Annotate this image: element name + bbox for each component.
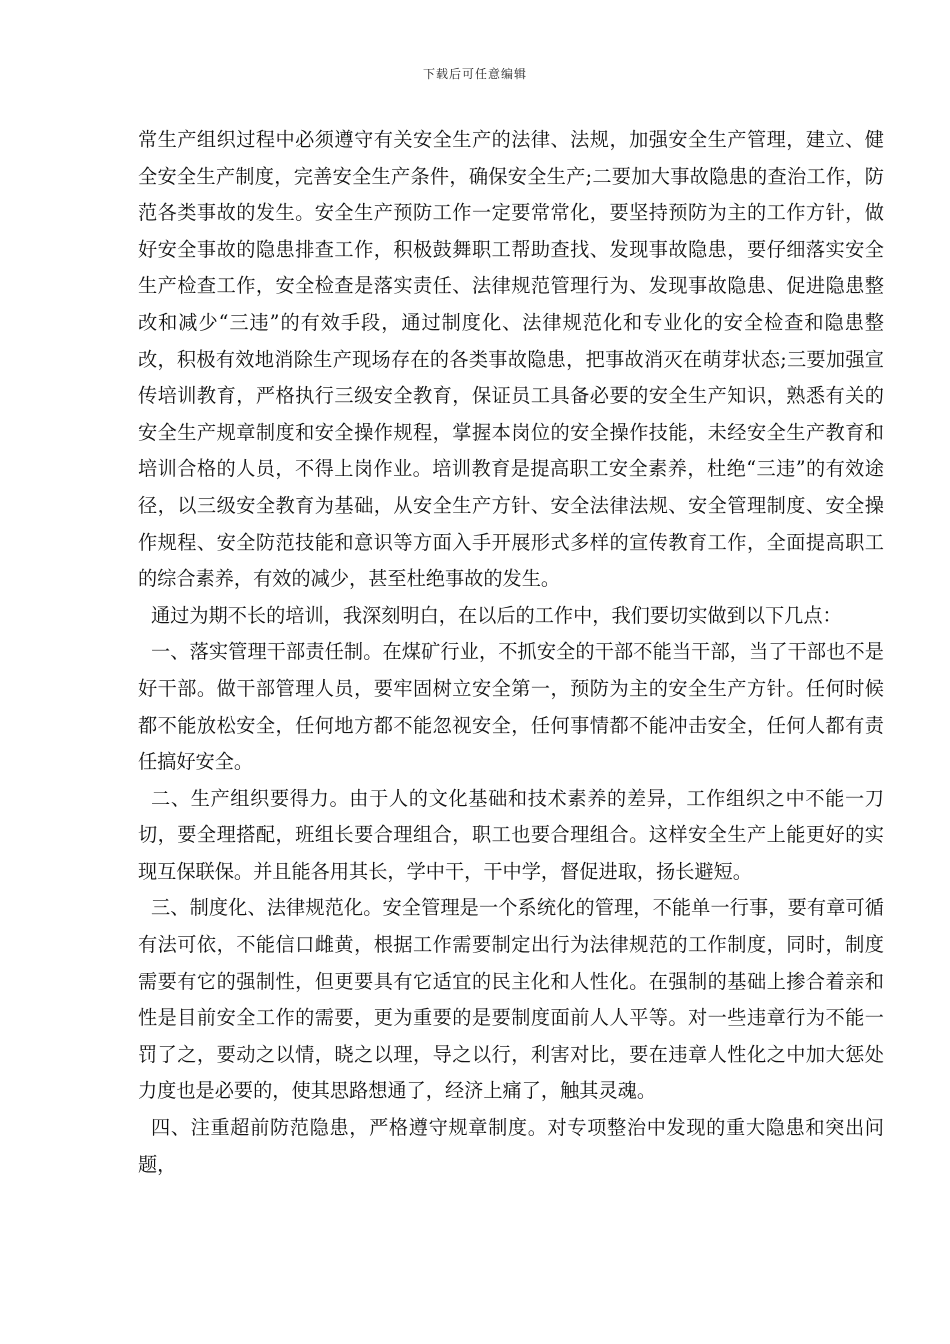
paragraph-point-2: 二、生产组织要得力。由于人的文化基础和技术素养的差异，工作组织之中不能一刀切，要全理搭配，班组长要合理组合，职工也要合理组合。这样安全生产上能更好的实现互保联保。并且能各用其长，学中干，干中学，督促进取，扬长避短。: [138, 786, 884, 883]
paragraph-continuation: 常生产组织过程中必须遵守有关安全生产的法律、法规，加强安全生产管理，建立、健全安全生产制度，完善安全生产条件，确保安全生产;二要加大事故隐患的查治工作，防范各类事故的发生。安全生产预防工作一定要常常化，要坚持预防为主的工作方针，做好安全事故的隐患排查工作，积极鼓舞职工帮助查找、发现事故隐患，要仔细落实安全生产检查工作，安全检查是落实责任、法律规范管理行为、发现事故隐患、促进隐患整改和减少“三违”的有效手段，通过制度化、法律规范化和专业化的安全检查和隐患整改，积极有效地消除生产现场存在的各类事故隐患，把事故消灭在萌芽状态;三要加强宣传培训教育，严格执行三级安全教育，保证员工具备必要的安全生产知识，熟悉有关的安全生产规章制度和安全操作规程，掌握本岗位的安全操作技能，未经安全生产教育和培训合格的人员，不得上岗作业。培训教育是提高职工安全素养，杜绝“三违”的有效途径，以三级安全教育为基础，从安全生产方针、安全法律法规、安全管理制度、安全操作规程、安全防范技能和意识等方面入手开展形式多样的宣传教育工作，全面提高职工的综合素养，有效的减少，甚至杜绝事故的发生。: [138, 128, 884, 591]
page-header-note: 下载后可任意编辑: [422, 67, 527, 81]
document-body: [138, 122, 884, 1183]
paragraph-point-1: 一、落实管理干部责任制。在煤矿行业，不抓安全的干部不能当干部，当了干部也不是好干部。做干部管理人员，要牢固树立安全第一，预防为主的安全生产方针。任何时候都不能放松安全，任何地方都不能忽视安全，任何事情都不能冲击安全，任何人都有责任搞好安全。: [138, 640, 884, 774]
paragraph-intro: 通过为期不长的培训，我深刻明白，在以后的工作中，我们要切实做到以下几点：: [151, 603, 842, 627]
paragraph-point-4: 四、注重超前防范隐患，严格遵守规章制度。对专项整治中发现的重大隐患和突出问题，: [138, 1116, 884, 1176]
paragraph-point-3: 三、制度化、法律规范化。安全管理是一个系统化的管理，不能单一行事，要有章可循有法可依，不能信口雌黄，根据工作需要制定出行为法律规范的工作制度，同时，制度需要有它的强制性，但更要具有它适宜的民主化和人性化。在强制的基础上掺合着亲和性是目前安全工作的需要，更为重要的是要制度面前人人平等。对一些违章行为不能一罚了之，要动之以情，晓之以理，导之以行，利害对比，要在违章人性化之中加大惩处力度也是必要的，使其思路想通了，经济上痛了，触其灵魂。: [138, 896, 884, 1103]
